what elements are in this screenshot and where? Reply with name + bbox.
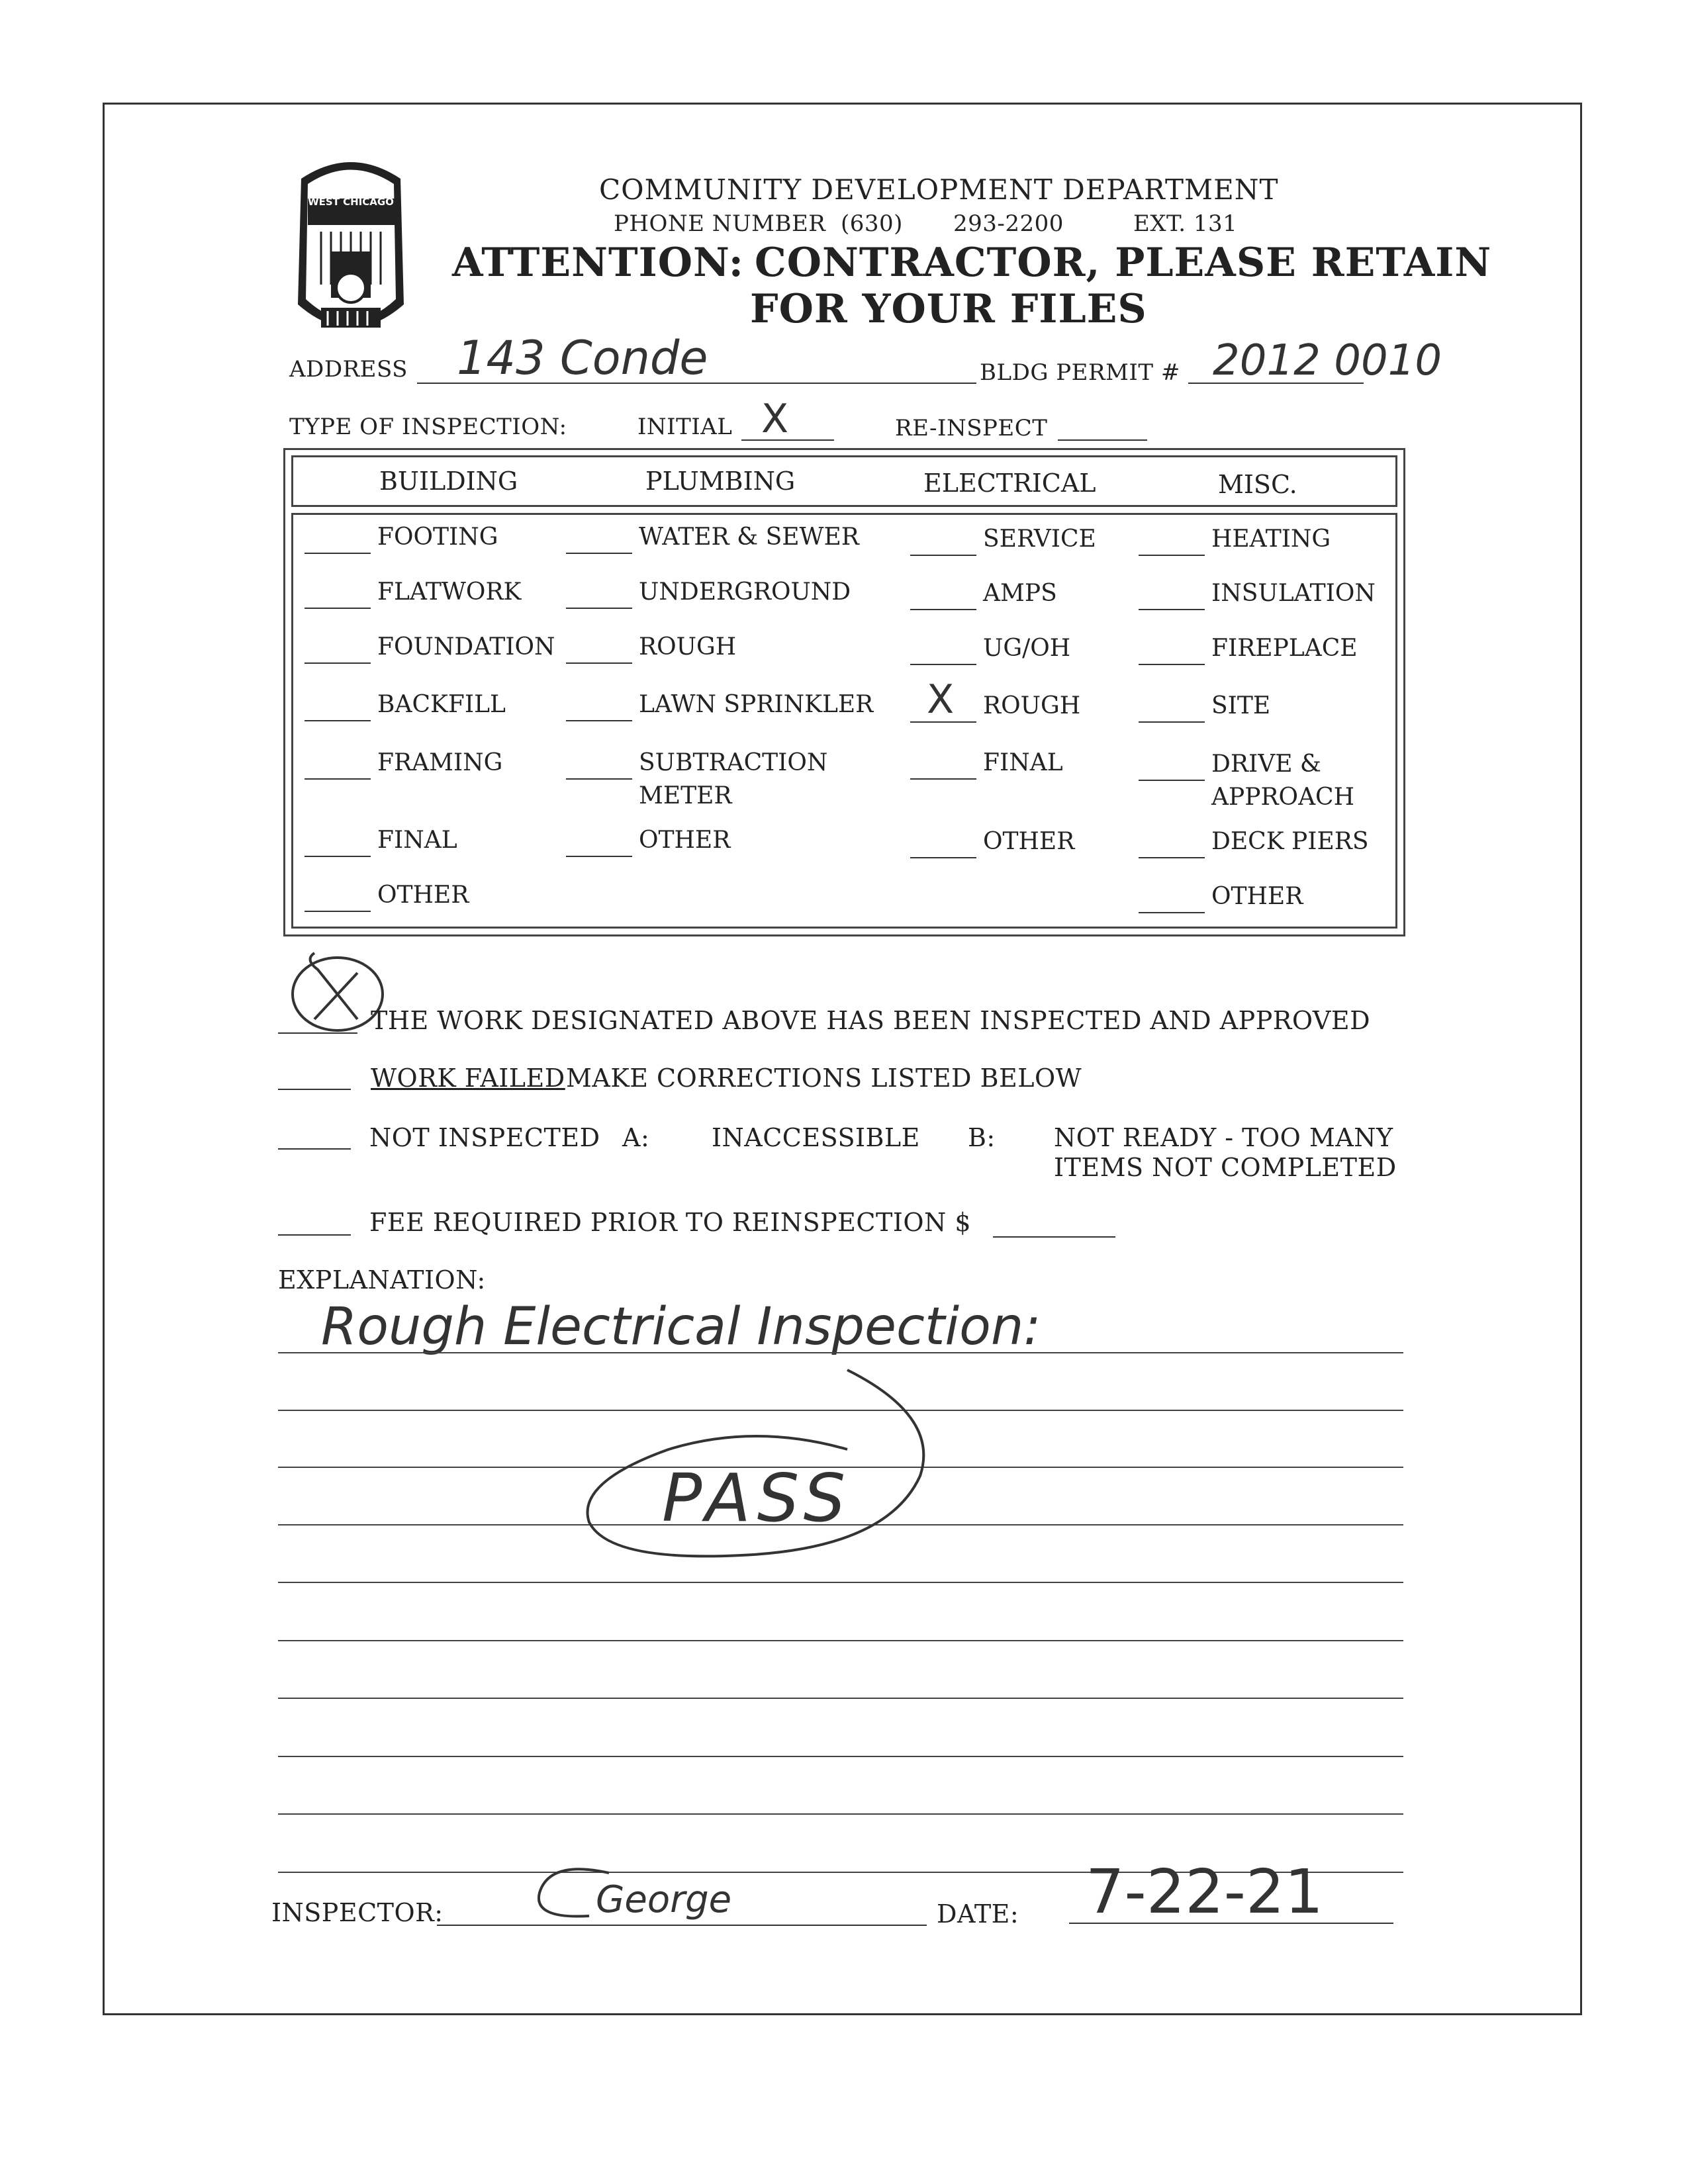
permit-value: 2012 0010 — [1213, 336, 1442, 385]
initial-label: INITIAL — [637, 414, 733, 440]
explanation-line-6 — [278, 1640, 1403, 1641]
explanation-line-1 — [278, 1352, 1403, 1353]
not-inspected-label: NOT INSPECTED — [369, 1123, 600, 1152]
date-label: DATE: — [937, 1899, 1019, 1929]
fee-label: FEE REQUIRED PRIOR TO REINSPECTION $ — [369, 1208, 972, 1237]
reinspect-label: RE-INSPECT — [895, 415, 1048, 441]
fee-amount-line — [993, 1236, 1115, 1238]
not-ready-line-1: NOT READY - TOO MANY — [1054, 1123, 1393, 1152]
header-electrical: ELECTRICAL — [923, 469, 1096, 498]
attention-label: ATTENTION: — [452, 240, 744, 286]
pass-stamp-text: PASS — [662, 1459, 853, 1537]
inspector-label: INSPECTOR: — [271, 1898, 444, 1927]
attention-message-2: FOR YOUR FILES — [750, 286, 1147, 332]
work-failed-text: MAKE CORRECTIONS LISTED BELOW — [566, 1064, 1082, 1093]
work-failed-label: WORK FAILED — [371, 1064, 565, 1093]
header-building: BUILDING — [379, 467, 518, 496]
phone-ext: EXT. 131 — [1133, 210, 1238, 237]
page-frame — [103, 103, 1582, 2015]
phone-area-code: (630) — [841, 210, 903, 237]
explanation-line-8 — [278, 1756, 1403, 1757]
phone-label: PHONE NUMBER — [614, 210, 826, 237]
inspection-type-label: TYPE OF INSPECTION: — [289, 414, 567, 440]
inaccessible-label: INACCESSIBLE — [712, 1123, 920, 1152]
phone-number: 293-2200 — [953, 210, 1064, 237]
electrical-rough-mark: X — [927, 676, 955, 723]
department-name: COMMUNITY DEVELOPMENT DEPARTMENT — [599, 173, 1279, 206]
address-label: ADDRESS — [289, 356, 408, 383]
header-misc: MISC. — [1218, 470, 1297, 499]
approved-blank — [278, 1032, 357, 1034]
reinspect-line — [1058, 439, 1147, 441]
explanation-line-7 — [278, 1698, 1403, 1699]
fee-blank — [278, 1234, 351, 1236]
header-plumbing: PLUMBING — [645, 467, 796, 496]
failed-blank — [278, 1089, 351, 1090]
explanation-label: EXPLANATION: — [278, 1265, 486, 1295]
initial-mark: X — [761, 396, 789, 442]
option-a-label: A: — [622, 1123, 650, 1152]
inspector-line — [437, 1925, 927, 1926]
date-value: 7-22-21 — [1086, 1856, 1324, 1927]
explanation-line-9 — [278, 1813, 1403, 1815]
explanation-text: Rough Electrical Inspection: — [321, 1297, 1041, 1357]
option-b-label: B: — [968, 1123, 996, 1152]
city-logo-icon — [288, 152, 414, 351]
not-inspected-blank — [278, 1148, 351, 1150]
attention-message-1: CONTRACTOR, PLEASE RETAIN — [755, 240, 1492, 286]
inspector-signature: George — [596, 1878, 732, 1921]
explanation-line-5 — [278, 1582, 1403, 1583]
address-value: 143 Conde — [457, 331, 708, 385]
approved-text: THE WORK DESIGNATED ABOVE HAS BEEN INSPECTED AND APPROVED — [371, 1006, 1371, 1035]
not-ready-line-2: ITEMS NOT COMPLETED — [1054, 1153, 1397, 1182]
logo-text: WEST CHICAGO — [308, 196, 394, 208]
permit-label: BLDG PERMIT # — [980, 359, 1180, 386]
